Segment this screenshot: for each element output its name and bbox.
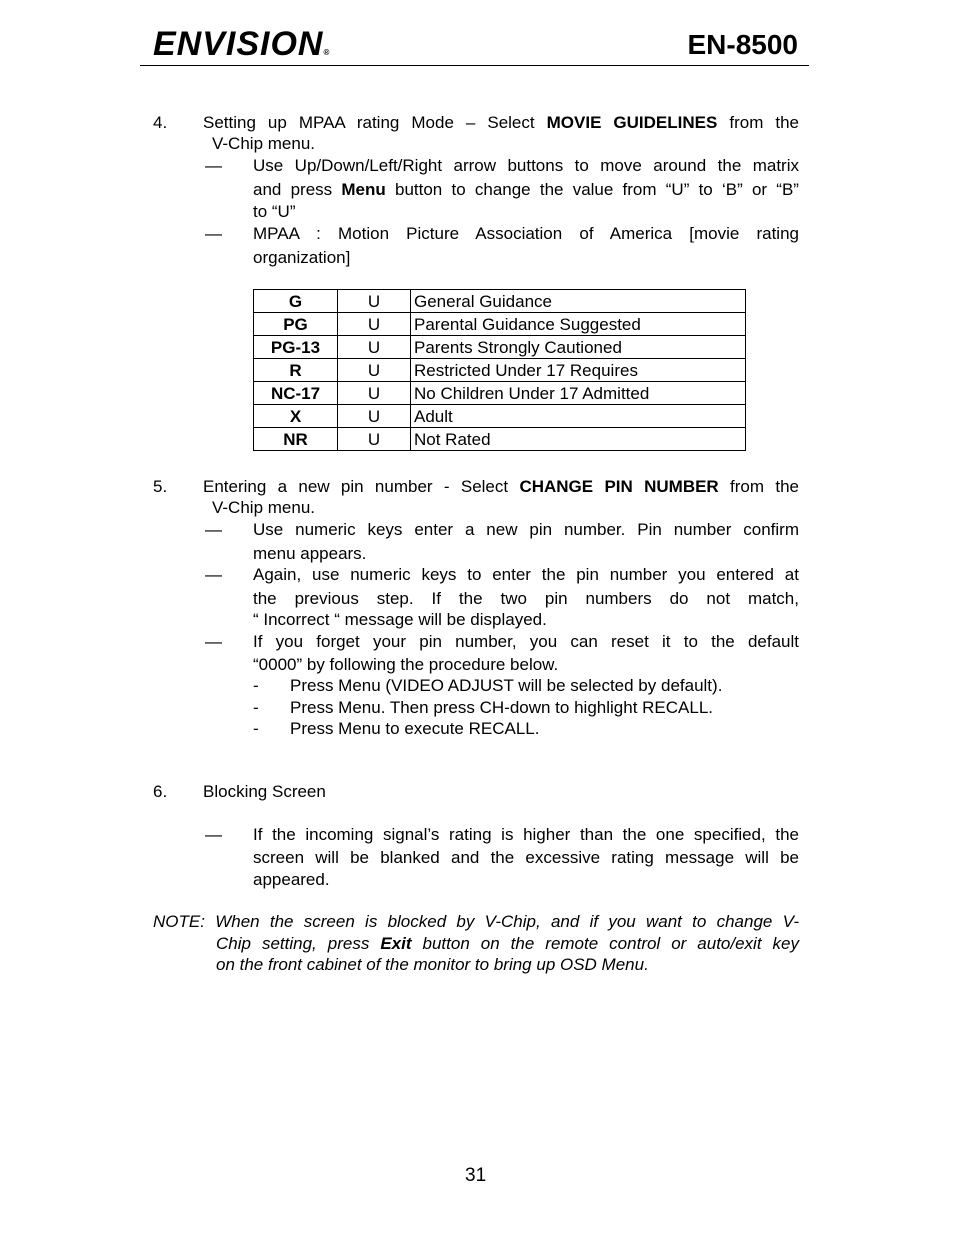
dash-marker: —	[205, 520, 222, 539]
s5-bullet-3-line-1: If you forget your pin number, you can reset it to the default	[253, 632, 799, 651]
dash-marker: —	[205, 156, 222, 175]
s5-bullet-2-line-2: the previous step. If the two pin numbers do not match,	[253, 589, 799, 608]
rating-value: U	[338, 428, 411, 451]
s4-bullet-2-line-2: organization]	[253, 248, 351, 267]
page-number: 31	[465, 1165, 487, 1186]
s5-bullet-1-line-1: Use numeric keys enter a new pin number. Pin number confirm	[253, 520, 799, 539]
s4-bullet-1-line-2	[253, 180, 799, 200]
rating-description: Adult	[411, 405, 746, 428]
rating-value: U	[338, 359, 411, 382]
s5-bullet-2-line-3: “ Incorrect “ message will be displayed.	[253, 610, 547, 629]
mpaa-rating-table	[253, 289, 746, 451]
brand-name: ENVISION	[153, 25, 324, 63]
rating-code: PG-13	[254, 336, 338, 359]
s6-bullet-1-line-2: screen will be blanked and the excessive rating message will be	[253, 848, 799, 867]
s5-bullet-2-line-1: Again, use numeric keys to enter the pin number you entered at	[253, 565, 799, 584]
section-5-text: Entering a new pin number - Select	[203, 477, 509, 496]
section-4-text: Setting up MPAA rating Mode – Select	[203, 113, 535, 132]
registered-mark: ®	[323, 48, 331, 57]
note-line-1: NOTE: When the screen is blocked by V-Chip, and if you want to change V-	[153, 912, 799, 931]
rating-code: NC-17	[254, 382, 338, 405]
section-5-line-1	[203, 477, 799, 497]
note-text-b: button on the remote control or auto/exit key	[422, 934, 800, 953]
rating-description: Restricted Under 17 Requires	[411, 359, 746, 382]
note-line-3: on the front cabinet of the monitor to bring up OSD Menu.	[216, 955, 649, 974]
dash-marker: —	[205, 224, 222, 243]
dash-marker: —	[205, 632, 222, 651]
section-5-keyword: CHANGE PIN NUMBER	[519, 477, 719, 496]
table-row	[254, 405, 746, 428]
recall-step-3: Press Menu to execute RECALL.	[290, 719, 540, 738]
rating-code: PG	[254, 313, 338, 336]
section-4-text-b: from the	[729, 113, 799, 132]
dash-marker: —	[205, 565, 222, 584]
rating-code: R	[254, 359, 338, 382]
table-row	[254, 382, 746, 405]
s4-bullet-1-keyword: Menu	[341, 180, 386, 199]
section-5-line-2: V-Chip menu.	[212, 498, 315, 517]
recall-step-1: Press Menu (VIDEO ADJUST will be selected by default).	[290, 676, 723, 695]
rating-description: No Children Under 17 Admitted	[411, 382, 746, 405]
rating-description: Parental Guidance Suggested	[411, 313, 746, 336]
section-5-text-b: from the	[730, 477, 799, 496]
s6-bullet-1-line-1: If the incoming signal’s rating is higher than the one specified, the	[253, 825, 799, 844]
rating-description: Not Rated	[411, 428, 746, 451]
rating-value: U	[338, 290, 411, 313]
rating-code: NR	[254, 428, 338, 451]
rating-description: Parents Strongly Cautioned	[411, 336, 746, 359]
section-4-line-1	[203, 113, 799, 133]
s4-bullet-2-line-1: MPAA : Motion Picture Association of America [movie rating	[253, 224, 799, 243]
section-4-number: 4.	[153, 113, 168, 132]
rating-description: General Guidance	[411, 290, 746, 313]
step-marker: -	[253, 698, 259, 717]
section-4-line-2: V-Chip menu.	[212, 134, 315, 153]
section-5-number: 5.	[153, 477, 168, 496]
rating-value: U	[338, 382, 411, 405]
recall-step-2: Press Menu. Then press CH-down to highlight RECALL.	[290, 698, 713, 717]
rating-code: X	[254, 405, 338, 428]
model-number: EN-8500	[687, 29, 798, 60]
rating-value: U	[338, 405, 411, 428]
rating-code: G	[254, 290, 338, 313]
table-row	[254, 359, 746, 382]
note-text-a: Chip setting, press	[216, 934, 370, 953]
table-row	[254, 336, 746, 359]
step-marker: -	[253, 676, 259, 695]
s6-bullet-1-line-3: appeared.	[253, 870, 330, 889]
s5-bullet-1-line-2: menu appears.	[253, 544, 367, 563]
step-marker: -	[253, 719, 259, 738]
section-6-title: Blocking Screen	[203, 782, 326, 801]
s4-bullet-1-line-3: to “U”	[253, 202, 296, 221]
s4-bullet-1-text-a: and press	[253, 180, 333, 199]
section-6-number: 6.	[153, 782, 168, 801]
table-row	[254, 290, 746, 313]
dash-marker: —	[205, 825, 222, 844]
table-row	[254, 313, 746, 336]
rating-value: U	[338, 313, 411, 336]
note-keyword: Exit	[380, 934, 412, 953]
s4-bullet-1-text-b: button to change the value from “U” to ‘B” or “B”	[394, 180, 799, 199]
s5-bullet-3-line-2: “0000” by following the procedure below.	[253, 655, 559, 674]
s4-bullet-1-line-1: Use Up/Down/Left/Right arrow buttons to move around the matrix	[253, 156, 799, 175]
rating-value: U	[338, 336, 411, 359]
section-4-keyword: MOVIE GUIDELINES	[546, 113, 718, 132]
note-line-2	[216, 934, 799, 954]
header-rule	[140, 65, 809, 66]
table-row	[254, 428, 746, 451]
